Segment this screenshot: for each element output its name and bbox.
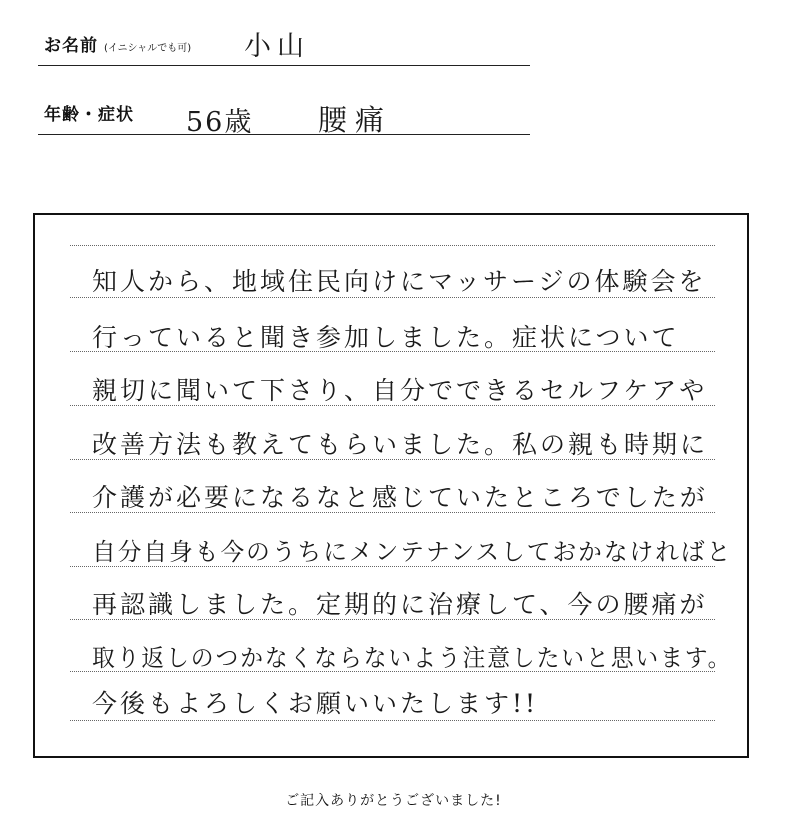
comment-line-5: 介護が必要になるなと感じていたところでしたが: [92, 483, 708, 512]
comment-line-3: 親切に聞いて下さり、自分でできるセルフケアや: [92, 376, 708, 405]
name-label-text: お名前: [44, 36, 98, 56]
age-field-label: 年齢・症状: [44, 105, 134, 125]
comment-line-9: 今後もよろしくお願いいたします!!: [92, 689, 539, 718]
comment-line-1: 知人から、地域住民向けにマッサージの体験会を: [92, 267, 707, 296]
thanks-message: ご記入ありがとうございました!: [285, 793, 502, 809]
name-field-label: [44, 31, 191, 56]
symptom-value: 腰痛: [318, 103, 393, 137]
comment-line-2: 行っていると聞き参加しました。症状について: [92, 323, 680, 352]
ruled-line: [70, 720, 715, 721]
comment-line-7: 再認識しました。定期的に治療して、今の腰痛が: [92, 590, 708, 619]
comment-line-4: 改善方法も教えてもらいました。私の親も時期に: [92, 430, 709, 459]
age-value: 56歳: [186, 107, 254, 138]
comment-line-8: 取り返しのつかなくならないよう注意したいと思います。: [92, 644, 733, 672]
age-underline: [38, 134, 530, 135]
name-value: 小山: [244, 31, 310, 62]
name-label-note: (イニシャルでも可): [104, 43, 192, 54]
name-underline: [38, 65, 530, 66]
comment-line-6: 自分自身も今のうちにメンテナンスしておかなければと: [92, 538, 733, 566]
ruled-line: [70, 245, 715, 246]
